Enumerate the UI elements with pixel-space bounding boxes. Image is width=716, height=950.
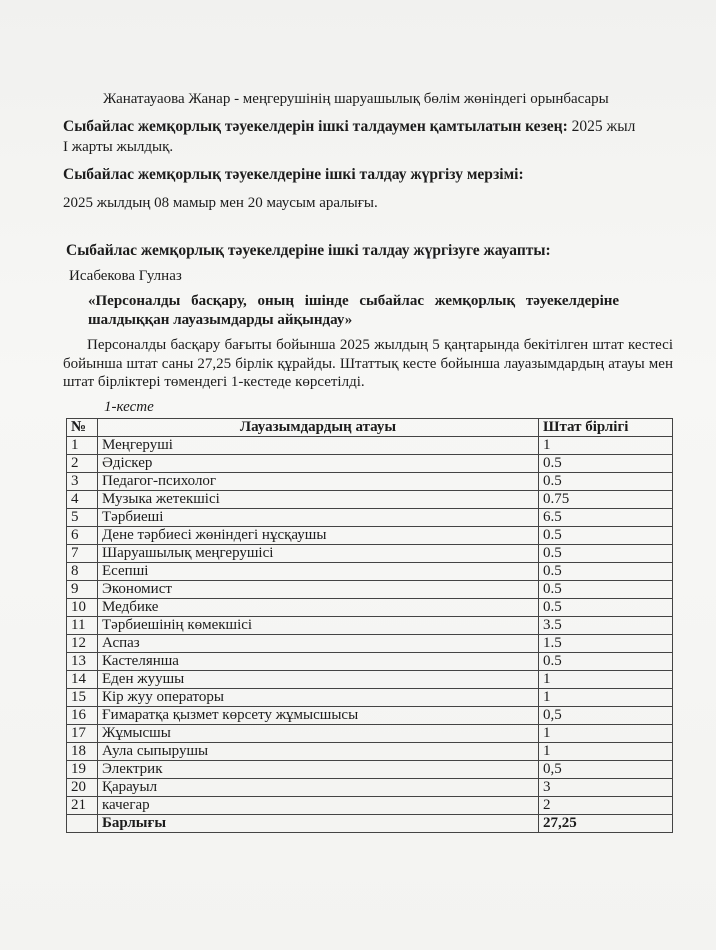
row-units: 3 bbox=[539, 779, 673, 797]
row-units: 3.5 bbox=[539, 617, 673, 635]
row-name: Қарауыл bbox=[98, 779, 539, 797]
table-row bbox=[67, 509, 673, 527]
row-units: 0.5 bbox=[539, 473, 673, 491]
row-name: Педагог-психолог bbox=[98, 473, 539, 491]
table-row bbox=[67, 707, 673, 725]
row-num: 7 bbox=[67, 545, 98, 563]
row-num: 19 bbox=[67, 761, 98, 779]
table-row bbox=[67, 581, 673, 599]
row-name: Кастелянша bbox=[98, 653, 539, 671]
table-row bbox=[67, 437, 673, 455]
term-value: 2025 жылдың 08 мамыр мен 20 маусым аралығы. bbox=[63, 195, 378, 211]
table-row bbox=[67, 743, 673, 761]
row-name: Медбике bbox=[98, 599, 539, 617]
row-units: 0,5 bbox=[539, 761, 673, 779]
row-num: 9 bbox=[67, 581, 98, 599]
header-num: № bbox=[67, 419, 98, 437]
section-title-line-2: шалдыққан лауазымдарды айқындау» bbox=[88, 312, 353, 328]
total-value: 27,25 bbox=[539, 815, 673, 833]
row-name: Музыка жетекшісі bbox=[98, 491, 539, 509]
header-units: Штат бірлігі bbox=[539, 419, 673, 437]
row-num: 5 bbox=[67, 509, 98, 527]
table-row bbox=[67, 689, 673, 707]
row-units: 1.5 bbox=[539, 635, 673, 653]
row-num: 17 bbox=[67, 725, 98, 743]
row-units: 1 bbox=[539, 743, 673, 761]
table-row bbox=[67, 545, 673, 563]
table-row bbox=[67, 761, 673, 779]
row-num: 3 bbox=[67, 473, 98, 491]
term-label: Сыбайлас жемқорлық тәуекелдеріне ішкі талдау жүргізу мерзімі: bbox=[63, 166, 524, 183]
row-name: Шаруашылық меңгерушісі bbox=[98, 545, 539, 563]
row-num: 12 bbox=[67, 635, 98, 653]
row-num: 11 bbox=[67, 617, 98, 635]
row-num: 13 bbox=[67, 653, 98, 671]
row-units: 1 bbox=[539, 689, 673, 707]
row-num: 15 bbox=[67, 689, 98, 707]
table-total-row bbox=[67, 815, 673, 833]
staff-table bbox=[66, 418, 673, 833]
row-units: 0,5 bbox=[539, 707, 673, 725]
row-units: 0.5 bbox=[539, 599, 673, 617]
row-name: Кір жуу операторы bbox=[98, 689, 539, 707]
period-value-2: І жарты жылдық. bbox=[63, 139, 174, 155]
period-label: Сыбайлас жемқорлық тәуекелдерін ішкі талдаумен қамтылатын кезең: bbox=[63, 118, 568, 135]
row-num: 2 bbox=[67, 455, 98, 473]
body-paragraph: Персоналды басқару бағыты бойынша 2025 жылдың 5 қаңтарында бекітілген штат кестесі бойынша штат саны 27,25 бірлік құрайды. Штаттық кесте бойынша лауазымдардың атауы мен штат бірліктері төмендегі 1-кестеде көрсетілді. bbox=[63, 337, 673, 390]
row-num: 16 bbox=[67, 707, 98, 725]
table-row bbox=[67, 455, 673, 473]
row-name: Еден жуушы bbox=[98, 671, 539, 689]
table-row bbox=[67, 617, 673, 635]
period-line bbox=[63, 118, 635, 136]
row-units: 1 bbox=[539, 671, 673, 689]
table-header-row bbox=[67, 419, 673, 437]
table-row bbox=[67, 671, 673, 689]
table-row bbox=[67, 491, 673, 509]
row-num: 8 bbox=[67, 563, 98, 581]
total-num bbox=[67, 815, 98, 833]
row-num: 20 bbox=[67, 779, 98, 797]
row-units: 0.5 bbox=[539, 581, 673, 599]
row-name: Тәрбиешінің көмекшісі bbox=[98, 617, 539, 635]
row-name: Меңгеруші bbox=[98, 437, 539, 455]
row-num: 18 bbox=[67, 743, 98, 761]
row-units: 1 bbox=[539, 437, 673, 455]
table-caption: 1-кесте bbox=[104, 399, 154, 415]
total-label: Барлығы bbox=[98, 815, 539, 833]
table-row bbox=[67, 797, 673, 815]
table-row bbox=[67, 527, 673, 545]
row-num: 14 bbox=[67, 671, 98, 689]
row-name: Есепші bbox=[98, 563, 539, 581]
row-num: 10 bbox=[67, 599, 98, 617]
row-units: 6.5 bbox=[539, 509, 673, 527]
row-name: Электрик bbox=[98, 761, 539, 779]
row-units: 2 bbox=[539, 797, 673, 815]
row-units: 0.5 bbox=[539, 455, 673, 473]
row-name: Дене тәрбиесі жөніндегі нұсқаушы bbox=[98, 527, 539, 545]
table-row bbox=[67, 635, 673, 653]
row-name: Аспаз bbox=[98, 635, 539, 653]
row-name: Экономист bbox=[98, 581, 539, 599]
header-line: Жанатауаова Жанар - меңгерушінің шаруашылық бөлім жөніндегі орынбасары bbox=[103, 91, 609, 107]
period-value: 2025 жыл bbox=[571, 118, 636, 135]
table-row bbox=[67, 599, 673, 617]
row-name: Жұмысшы bbox=[98, 725, 539, 743]
row-num: 4 bbox=[67, 491, 98, 509]
responsible-label: Сыбайлас жемқорлық тәуекелдеріне ішкі талдау жүргізуге жауапты: bbox=[66, 242, 551, 259]
row-units: 0.5 bbox=[539, 527, 673, 545]
row-num: 6 bbox=[67, 527, 98, 545]
row-name: Тәрбиеші bbox=[98, 509, 539, 527]
row-name: Аула сыпырушы bbox=[98, 743, 539, 761]
table-row bbox=[67, 563, 673, 581]
row-units: 0.5 bbox=[539, 545, 673, 563]
row-units: 1 bbox=[539, 725, 673, 743]
row-name: Ғимаратқа қызмет көрсету жұмысшысы bbox=[98, 707, 539, 725]
responsible-name: Исабекова Гулназ bbox=[69, 268, 182, 284]
row-num: 1 bbox=[67, 437, 98, 455]
row-name: Әдіскер bbox=[98, 455, 539, 473]
table-row bbox=[67, 725, 673, 743]
table-row bbox=[67, 653, 673, 671]
row-units: 0.5 bbox=[539, 653, 673, 671]
row-units: 0.75 bbox=[539, 491, 673, 509]
row-name: качегар bbox=[98, 797, 539, 815]
row-num: 21 bbox=[67, 797, 98, 815]
header-name: Лауазымдардың атауы bbox=[98, 419, 539, 437]
row-units: 0.5 bbox=[539, 563, 673, 581]
section-title-line-1: «Персоналды басқару, оның ішінде сыбайлас жемқорлық тәуекелдеріне bbox=[88, 293, 620, 309]
table-row bbox=[67, 779, 673, 797]
table-row bbox=[67, 473, 673, 491]
